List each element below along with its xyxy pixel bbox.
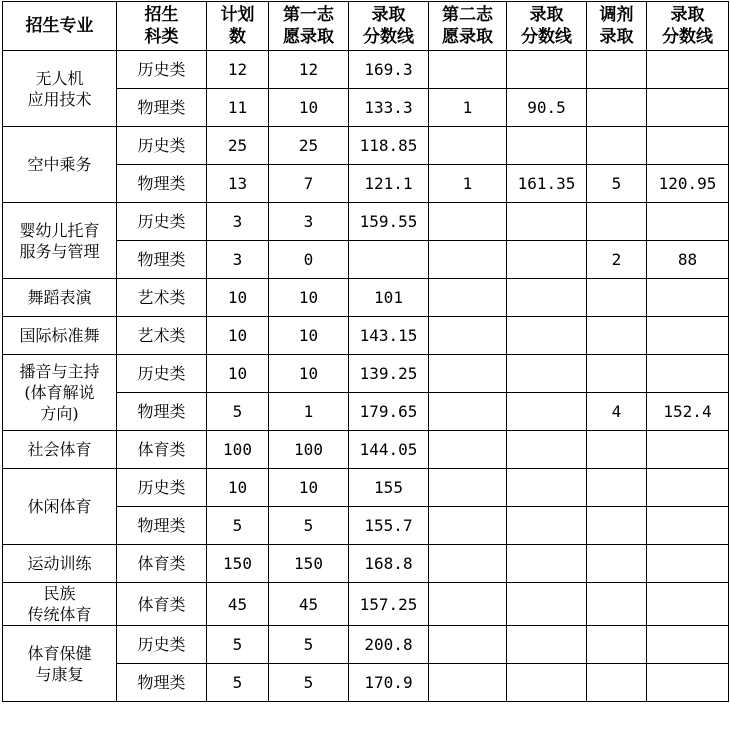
- second-choice-cell: [429, 241, 507, 279]
- second-score-cell: [507, 355, 587, 393]
- adjust-cell: [587, 279, 647, 317]
- second-choice-cell: [429, 626, 507, 664]
- header-second-choice: 第二志 愿录取: [429, 2, 507, 51]
- major-cell: 体育保健 与康复: [3, 626, 117, 702]
- first-score-cell: 159.55: [349, 203, 429, 241]
- first-choice-cell: 3: [269, 203, 349, 241]
- table-row: [3, 583, 729, 626]
- plan-cell: 3: [207, 203, 269, 241]
- plan-cell: 5: [207, 664, 269, 702]
- second-choice-cell: [429, 507, 507, 545]
- adjust-cell: [587, 431, 647, 469]
- first-score-cell: 133.3: [349, 89, 429, 127]
- plan-cell: 10: [207, 355, 269, 393]
- adjust-score-cell: [647, 127, 729, 165]
- major-cell: 民族 传统体育: [3, 583, 117, 626]
- adjust-cell: 2: [587, 241, 647, 279]
- adjust-cell: [587, 127, 647, 165]
- first-choice-cell: 5: [269, 664, 349, 702]
- first-score-cell: [349, 241, 429, 279]
- subject-cell: 物理类: [117, 241, 207, 279]
- header-adjust-score: 录取 分数线: [647, 2, 729, 51]
- adjust-score-cell: [647, 51, 729, 89]
- second-choice-cell: [429, 51, 507, 89]
- first-choice-cell: 10: [269, 355, 349, 393]
- adjust-score-cell: [647, 89, 729, 127]
- subject-cell: 艺术类: [117, 317, 207, 355]
- adjust-cell: [587, 664, 647, 702]
- adjust-score-cell: [647, 431, 729, 469]
- first-choice-cell: 10: [269, 89, 349, 127]
- adjust-cell: [587, 355, 647, 393]
- header-adjust: 调剂 录取: [587, 2, 647, 51]
- adjust-score-cell: [647, 664, 729, 702]
- table-row: [3, 431, 729, 469]
- second-choice-cell: [429, 279, 507, 317]
- plan-cell: 25: [207, 127, 269, 165]
- first-score-cell: 121.1: [349, 165, 429, 203]
- first-score-cell: 144.05: [349, 431, 429, 469]
- major-cell: 社会体育: [3, 431, 117, 469]
- subject-cell: 体育类: [117, 545, 207, 583]
- plan-cell: 10: [207, 469, 269, 507]
- plan-cell: 13: [207, 165, 269, 203]
- table-row: [3, 545, 729, 583]
- second-choice-cell: [429, 664, 507, 702]
- second-score-cell: [507, 507, 587, 545]
- major-cell: 舞蹈表演: [3, 279, 117, 317]
- table-row: [3, 317, 729, 355]
- second-choice-cell: [429, 127, 507, 165]
- second-score-cell: [507, 279, 587, 317]
- header-first-choice: 第一志 愿录取: [269, 2, 349, 51]
- admission-table: [2, 1, 729, 702]
- major-cell: 婴幼儿托育 服务与管理: [3, 203, 117, 279]
- first-score-cell: 143.15: [349, 317, 429, 355]
- second-score-cell: [507, 51, 587, 89]
- subject-cell: 历史类: [117, 355, 207, 393]
- adjust-score-cell: [647, 583, 729, 626]
- table-row: [3, 203, 729, 241]
- first-choice-cell: 45: [269, 583, 349, 626]
- subject-cell: 历史类: [117, 469, 207, 507]
- second-choice-cell: [429, 317, 507, 355]
- header-plan: 计划 数: [207, 2, 269, 51]
- table-row: [3, 469, 729, 507]
- second-choice-cell: 1: [429, 89, 507, 127]
- first-choice-cell: 12: [269, 51, 349, 89]
- plan-cell: 11: [207, 89, 269, 127]
- adjust-cell: [587, 317, 647, 355]
- second-score-cell: [507, 241, 587, 279]
- plan-cell: 10: [207, 279, 269, 317]
- plan-cell: 10: [207, 317, 269, 355]
- adjust-cell: [587, 89, 647, 127]
- header-row: [3, 2, 729, 51]
- adjust-score-cell: [647, 317, 729, 355]
- first-choice-cell: 100: [269, 431, 349, 469]
- subject-cell: 艺术类: [117, 279, 207, 317]
- first-score-cell: 169.3: [349, 51, 429, 89]
- subject-cell: 物理类: [117, 165, 207, 203]
- major-cell: 运动训练: [3, 545, 117, 583]
- second-score-cell: 161.35: [507, 165, 587, 203]
- first-choice-cell: 10: [269, 317, 349, 355]
- adjust-cell: [587, 626, 647, 664]
- subject-cell: 物理类: [117, 89, 207, 127]
- adjust-cell: [587, 545, 647, 583]
- adjust-cell: [587, 203, 647, 241]
- first-choice-cell: 5: [269, 626, 349, 664]
- adjust-score-cell: 120.95: [647, 165, 729, 203]
- subject-cell: 历史类: [117, 203, 207, 241]
- adjust-cell: [587, 583, 647, 626]
- second-choice-cell: [429, 469, 507, 507]
- second-score-cell: [507, 431, 587, 469]
- subject-cell: 历史类: [117, 51, 207, 89]
- table-row: [3, 127, 729, 165]
- second-score-cell: [507, 203, 587, 241]
- first-score-cell: 168.8: [349, 545, 429, 583]
- second-choice-cell: [429, 583, 507, 626]
- major-cell: 休闲体育: [3, 469, 117, 545]
- first-choice-cell: 7: [269, 165, 349, 203]
- adjust-cell: [587, 507, 647, 545]
- header-subject: 招生 科类: [117, 2, 207, 51]
- first-choice-cell: 0: [269, 241, 349, 279]
- table-body: [3, 51, 729, 702]
- first-choice-cell: 5: [269, 507, 349, 545]
- second-score-cell: [507, 127, 587, 165]
- subject-cell: 历史类: [117, 127, 207, 165]
- subject-cell: 物理类: [117, 507, 207, 545]
- adjust-score-cell: [647, 545, 729, 583]
- adjust-score-cell: [647, 355, 729, 393]
- second-choice-cell: [429, 431, 507, 469]
- first-score-cell: 200.8: [349, 626, 429, 664]
- plan-cell: 5: [207, 626, 269, 664]
- adjust-score-cell: [647, 469, 729, 507]
- first-choice-cell: 25: [269, 127, 349, 165]
- second-choice-cell: [429, 393, 507, 431]
- adjust-score-cell: 152.4: [647, 393, 729, 431]
- adjust-score-cell: [647, 279, 729, 317]
- adjust-score-cell: [647, 203, 729, 241]
- major-cell: 无人机 应用技术: [3, 51, 117, 127]
- header-major: 招生专业: [3, 2, 117, 51]
- plan-cell: 5: [207, 393, 269, 431]
- adjust-cell: [587, 469, 647, 507]
- subject-cell: 历史类: [117, 626, 207, 664]
- adjust-score-cell: [647, 507, 729, 545]
- second-choice-cell: 1: [429, 165, 507, 203]
- adjust-cell: 4: [587, 393, 647, 431]
- second-score-cell: [507, 469, 587, 507]
- plan-cell: 150: [207, 545, 269, 583]
- plan-cell: 3: [207, 241, 269, 279]
- header-second-score: 录取 分数线: [507, 2, 587, 51]
- first-score-cell: 155.7: [349, 507, 429, 545]
- major-cell: 国际标准舞: [3, 317, 117, 355]
- table-row: [3, 51, 729, 89]
- plan-cell: 12: [207, 51, 269, 89]
- first-choice-cell: 1: [269, 393, 349, 431]
- first-score-cell: 155: [349, 469, 429, 507]
- first-score-cell: 101: [349, 279, 429, 317]
- first-score-cell: 170.9: [349, 664, 429, 702]
- table-row: [3, 626, 729, 664]
- header-first-score: 录取 分数线: [349, 2, 429, 51]
- first-choice-cell: 10: [269, 279, 349, 317]
- subject-cell: 物理类: [117, 393, 207, 431]
- adjust-score-cell: [647, 626, 729, 664]
- first-score-cell: 157.25: [349, 583, 429, 626]
- second-score-cell: [507, 317, 587, 355]
- second-score-cell: 90.5: [507, 89, 587, 127]
- first-score-cell: 139.25: [349, 355, 429, 393]
- second-score-cell: [507, 583, 587, 626]
- second-score-cell: [507, 545, 587, 583]
- second-choice-cell: [429, 545, 507, 583]
- adjust-cell: 5: [587, 165, 647, 203]
- second-score-cell: [507, 664, 587, 702]
- second-choice-cell: [429, 355, 507, 393]
- first-score-cell: 179.65: [349, 393, 429, 431]
- plan-cell: 100: [207, 431, 269, 469]
- second-score-cell: [507, 626, 587, 664]
- plan-cell: 5: [207, 507, 269, 545]
- table-row: [3, 355, 729, 393]
- subject-cell: 体育类: [117, 583, 207, 626]
- adjust-cell: [587, 51, 647, 89]
- plan-cell: 45: [207, 583, 269, 626]
- first-choice-cell: 10: [269, 469, 349, 507]
- table-row: [3, 279, 729, 317]
- adjust-score-cell: 88: [647, 241, 729, 279]
- first-choice-cell: 150: [269, 545, 349, 583]
- subject-cell: 物理类: [117, 664, 207, 702]
- first-score-cell: 118.85: [349, 127, 429, 165]
- second-score-cell: [507, 393, 587, 431]
- major-cell: 空中乘务: [3, 127, 117, 203]
- subject-cell: 体育类: [117, 431, 207, 469]
- major-cell: 播音与主持 (体育解说 方向): [3, 355, 117, 431]
- second-choice-cell: [429, 203, 507, 241]
